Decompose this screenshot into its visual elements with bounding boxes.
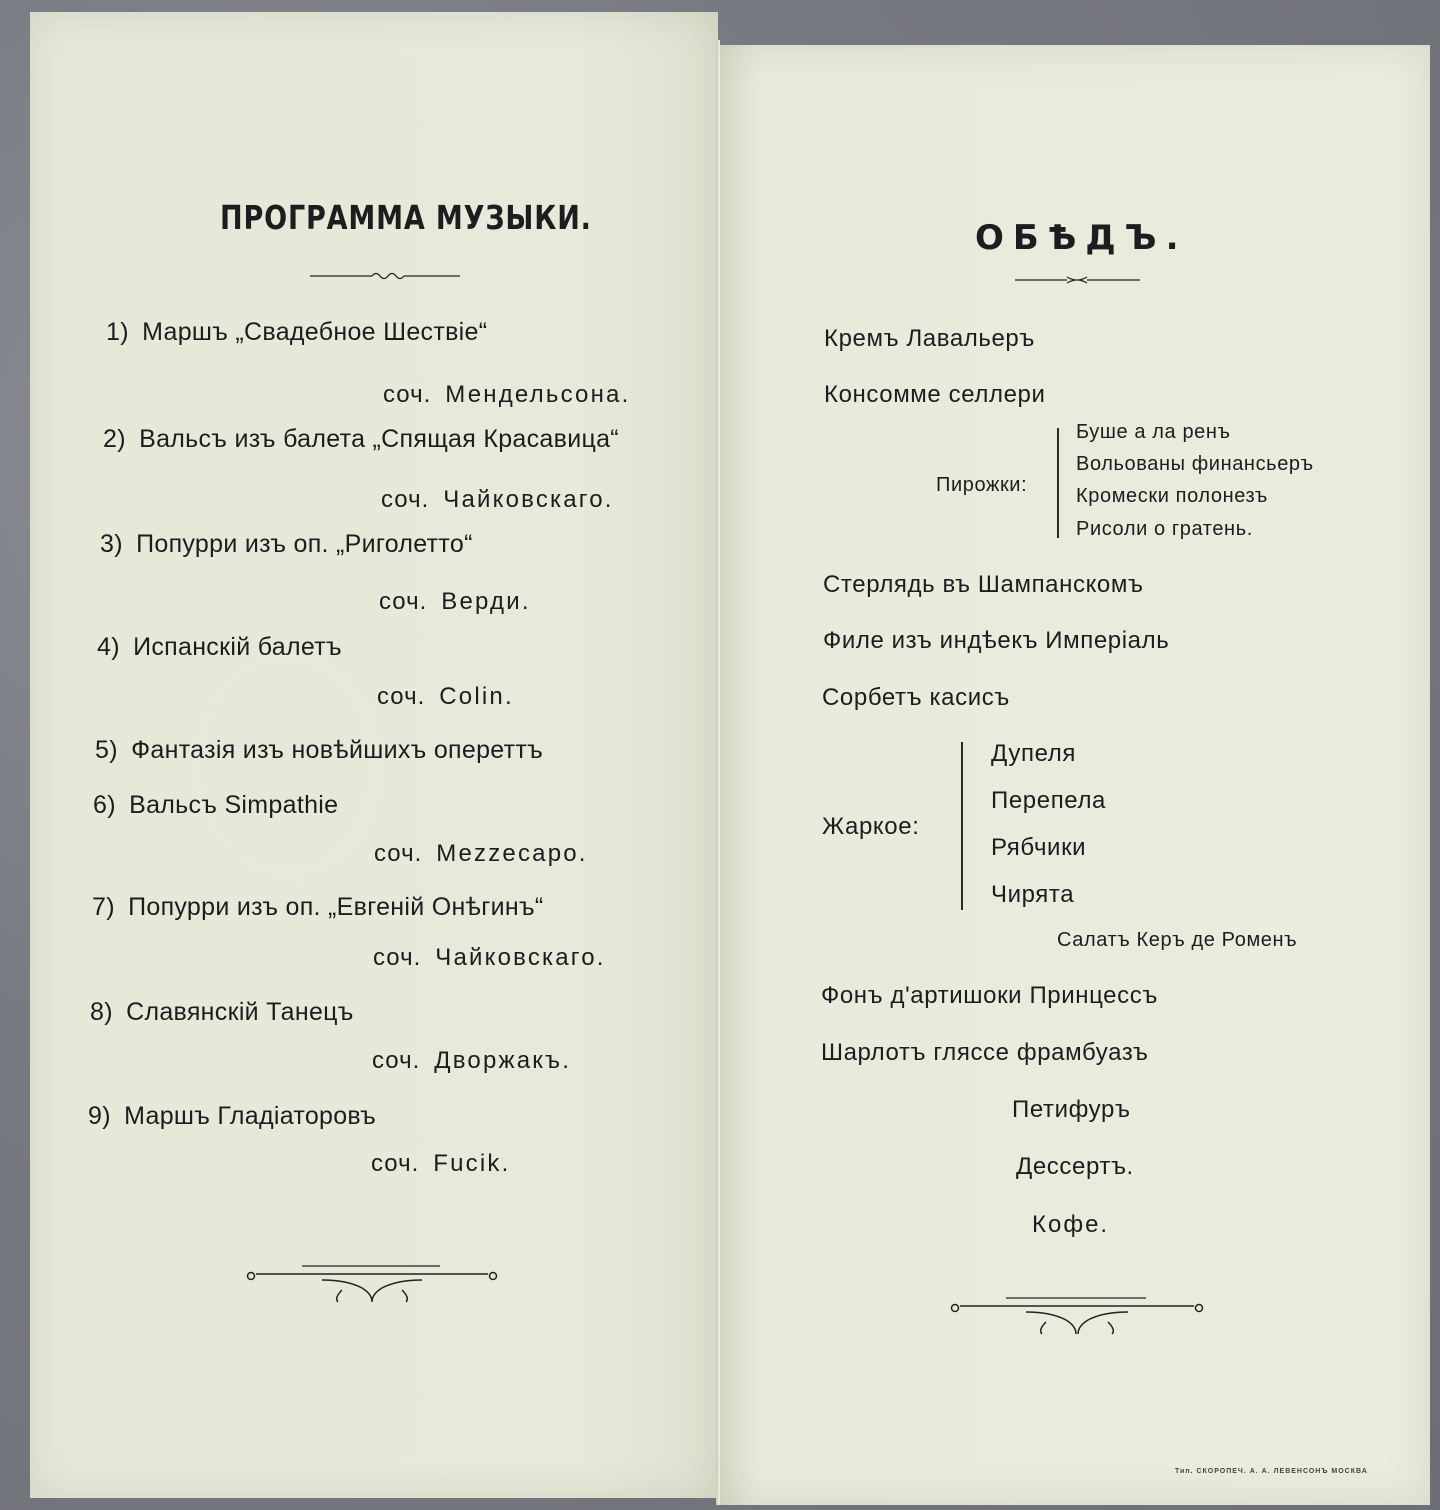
item-number: 2): [103, 425, 126, 453]
dish-petitfour: Петифуръ: [1012, 1096, 1131, 1123]
item-number: 4): [97, 633, 120, 661]
music-item-9: [88, 1102, 376, 1131]
dish-artichokes: Фонъ д'артишоки Принцессъ: [821, 982, 1158, 1009]
music-item-3: [100, 530, 473, 559]
pirozhki-label: Пирожки:: [936, 474, 1028, 496]
item-title: Попурри изъ оп. „Евгеній Онѣгинъ“: [128, 893, 544, 921]
music-composer-4: [377, 683, 514, 711]
composer-name: Мендельсона.: [445, 381, 631, 408]
composer-prefix: соч.: [379, 588, 428, 615]
footer-ornament-right: [946, 1294, 1208, 1338]
footer-ornament-left: [242, 1262, 502, 1306]
composer-prefix: соч.: [373, 944, 422, 971]
title-ornament-right: [1015, 272, 1140, 288]
pirozhki-brace: [1057, 428, 1059, 538]
item-number: 7): [92, 893, 115, 921]
music-composer-8: [372, 1047, 571, 1075]
composer-name: Чайковскаго.: [435, 944, 606, 971]
dish-sorbet: Сорбетъ касисъ: [822, 684, 1010, 711]
composer-name: Mezzecapo.: [436, 840, 588, 867]
pirozhki-item: Рисоли о гратень.: [1076, 518, 1253, 540]
composer-name: Чайковскаго.: [443, 486, 614, 513]
music-item-5: [95, 736, 543, 765]
zharkoe-brace: [961, 742, 963, 910]
zharkoe-item: Рябчики: [991, 834, 1087, 861]
title-ornament-left: [310, 266, 460, 286]
dish-consomme: Консомме селлери: [824, 381, 1046, 408]
right-page: [718, 45, 1430, 1505]
dish-coffee: Кофе.: [1032, 1211, 1110, 1238]
composer-name: Colin.: [439, 683, 514, 710]
zharkoe-item: Дупеля: [991, 740, 1076, 767]
pirozhki-item: Кромески полонезъ: [1076, 485, 1268, 507]
item-number: 8): [90, 998, 113, 1026]
music-item-7: [92, 893, 544, 922]
zharkoe-item: Чирята: [991, 881, 1075, 908]
item-number: 9): [88, 1102, 111, 1130]
composer-name: Дворжакъ.: [434, 1047, 572, 1074]
composer-prefix: соч.: [381, 486, 430, 513]
composer-prefix: соч.: [374, 840, 423, 867]
item-title: Вальсъ Simpathie: [129, 791, 339, 819]
dish-sterlet: Стерлядь въ Шампанскомъ: [823, 571, 1144, 598]
music-composer-3: [379, 588, 531, 616]
music-item-6: [93, 791, 338, 820]
dish-dessert: Дессертъ.: [1016, 1153, 1134, 1180]
pirozhki-item: Вольованы финансьеръ: [1076, 453, 1314, 475]
item-number: 5): [95, 736, 118, 764]
item-title: Испанскій балетъ: [133, 633, 342, 661]
page-fold: [716, 40, 720, 1505]
dish-salad: Салатъ Керъ де Роменъ: [1057, 929, 1298, 951]
music-item-8: [90, 998, 354, 1027]
item-title: Фантазія изъ новѣйшихъ опереттъ: [131, 736, 544, 764]
composer-prefix: соч.: [377, 683, 426, 710]
item-number: 3): [100, 530, 123, 558]
item-number: 1): [106, 318, 129, 346]
pirozhki-item: Буше а ла ренъ: [1076, 421, 1231, 443]
embossed-monogram: [200, 660, 370, 870]
printer-imprint: Тип. СКОРОПЕЧ. А. А. ЛЕВЕНСОНЪ МОСКВА: [1175, 1468, 1368, 1475]
composer-name: Верди.: [441, 588, 531, 615]
music-item-4: [97, 633, 342, 662]
zharkoe-item: Перепела: [991, 787, 1106, 814]
music-composer-6: [374, 840, 588, 868]
music-composer-7: [373, 944, 606, 972]
item-title: Вальсъ изъ балета „Спящая Красавица“: [139, 425, 619, 453]
music-composer-1: [383, 381, 630, 409]
dish-creme: Кремъ Лавальеръ: [824, 325, 1035, 352]
composer-prefix: соч.: [372, 1047, 421, 1074]
zharkoe-label: Жаркое:: [822, 813, 920, 840]
dish-charlotte: Шарлотъ гляссе фрамбуазъ: [821, 1039, 1149, 1066]
music-composer-9: [371, 1150, 510, 1178]
item-title: Маршъ „Свадебное Шествіе“: [142, 318, 488, 346]
item-number: 6): [93, 791, 116, 819]
music-program-title: ПРОГРАММА МУЗЫКИ.: [220, 198, 592, 237]
composer-prefix: соч.: [383, 381, 432, 408]
dinner-title: ОБѢДЪ.: [975, 218, 1188, 258]
music-composer-2: [381, 486, 614, 514]
music-item-2: [103, 425, 619, 454]
item-title: Попурри изъ оп. „Риголетто“: [136, 530, 473, 558]
dish-turkey: Филе изъ индѣекъ Импеpіаль: [823, 627, 1170, 654]
item-title: Маршъ Гладіаторовъ: [124, 1102, 377, 1130]
composer-prefix: соч.: [371, 1150, 420, 1177]
music-item-1: [106, 318, 487, 347]
composer-name: Fucik.: [433, 1150, 511, 1177]
item-title: Славянскій Танецъ: [126, 998, 354, 1026]
